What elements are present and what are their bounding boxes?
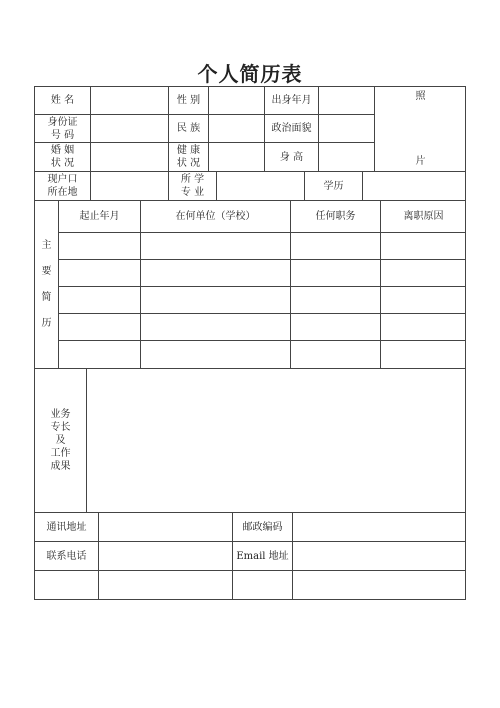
resume-cell[interactable] — [140, 232, 290, 259]
education-field[interactable] — [362, 171, 466, 200]
resume-form — [34, 86, 466, 600]
name-field[interactable] — [90, 86, 168, 114]
major-field[interactable] — [216, 171, 304, 200]
resume-cell[interactable] — [140, 340, 290, 368]
resume-cell[interactable] — [380, 259, 466, 286]
ethnicity-label: 民 族 — [168, 114, 208, 142]
politics-label: 政治面貌 — [264, 114, 318, 142]
hukou-field[interactable] — [90, 171, 168, 200]
major-label: 所 学 专 业 — [168, 171, 216, 200]
phone-field[interactable] — [98, 541, 232, 570]
resume-cell[interactable] — [58, 286, 140, 313]
resume-cell[interactable] — [140, 259, 290, 286]
gender-field[interactable] — [208, 86, 264, 114]
resume-cell[interactable] — [290, 313, 380, 340]
achievements-field[interactable] — [86, 368, 466, 512]
education-label: 学历 — [304, 171, 362, 200]
postcode-field[interactable] — [292, 512, 466, 541]
achievements-label: 业务 专长 及 工作 成果 — [34, 368, 86, 512]
ethnicity-field[interactable] — [208, 114, 264, 142]
extra-label-cell[interactable] — [34, 570, 98, 600]
resume-cell[interactable] — [58, 313, 140, 340]
resume-cell[interactable] — [290, 340, 380, 368]
resume-cell[interactable] — [140, 286, 290, 313]
birth-field[interactable] — [318, 86, 374, 114]
form-title: 个人简历表 — [197, 62, 303, 86]
address-label: 通讯地址 — [34, 512, 98, 541]
resume-cell[interactable] — [380, 286, 466, 313]
id-card-label: 身份证 号 码 — [34, 114, 90, 142]
extra-label-cell[interactable] — [232, 570, 292, 600]
resume-cell[interactable] — [290, 286, 380, 313]
postcode-label: 邮政编码 — [232, 512, 292, 541]
resume-cell[interactable] — [58, 259, 140, 286]
marital-field[interactable] — [90, 142, 168, 171]
resume-cell[interactable] — [380, 340, 466, 368]
extra-field[interactable] — [98, 570, 232, 600]
id-card-field[interactable] — [90, 114, 168, 142]
resume-header-position: 任何职务 — [290, 200, 380, 232]
health-label: 健 康 状 况 — [168, 142, 208, 171]
resume-cell[interactable] — [290, 232, 380, 259]
email-field[interactable] — [292, 541, 466, 570]
resume-cell[interactable] — [58, 340, 140, 368]
address-field[interactable] — [98, 512, 232, 541]
birth-label: 出身年月 — [264, 86, 318, 114]
resume-header-employer: 在何单位（学校） — [140, 200, 290, 232]
resume-cell[interactable] — [140, 313, 290, 340]
phone-label: 联系电话 — [34, 541, 98, 570]
extra-field[interactable] — [292, 570, 466, 600]
health-field[interactable] — [208, 142, 264, 171]
resume-cell[interactable] — [58, 232, 140, 259]
height-label: 身 高 — [264, 142, 318, 171]
gender-label: 性 别 — [168, 86, 208, 114]
marital-label: 婚 姻 状 况 — [34, 142, 90, 171]
politics-field[interactable] — [318, 114, 374, 142]
height-field[interactable] — [318, 142, 374, 171]
email-label: Email 地址 — [232, 541, 292, 570]
resume-header-reason: 离职原因 — [380, 200, 466, 232]
photo-box[interactable]: 照 片 — [374, 86, 466, 171]
resume-cell[interactable] — [380, 313, 466, 340]
resume-header-period: 起止年月 — [58, 200, 140, 232]
resume-cell[interactable] — [380, 232, 466, 259]
resume-side-label: 主 要 简 历 — [34, 200, 58, 368]
resume-cell[interactable] — [290, 259, 380, 286]
hukou-label: 现户口 所在地 — [34, 171, 90, 200]
name-label: 姓 名 — [34, 86, 90, 114]
